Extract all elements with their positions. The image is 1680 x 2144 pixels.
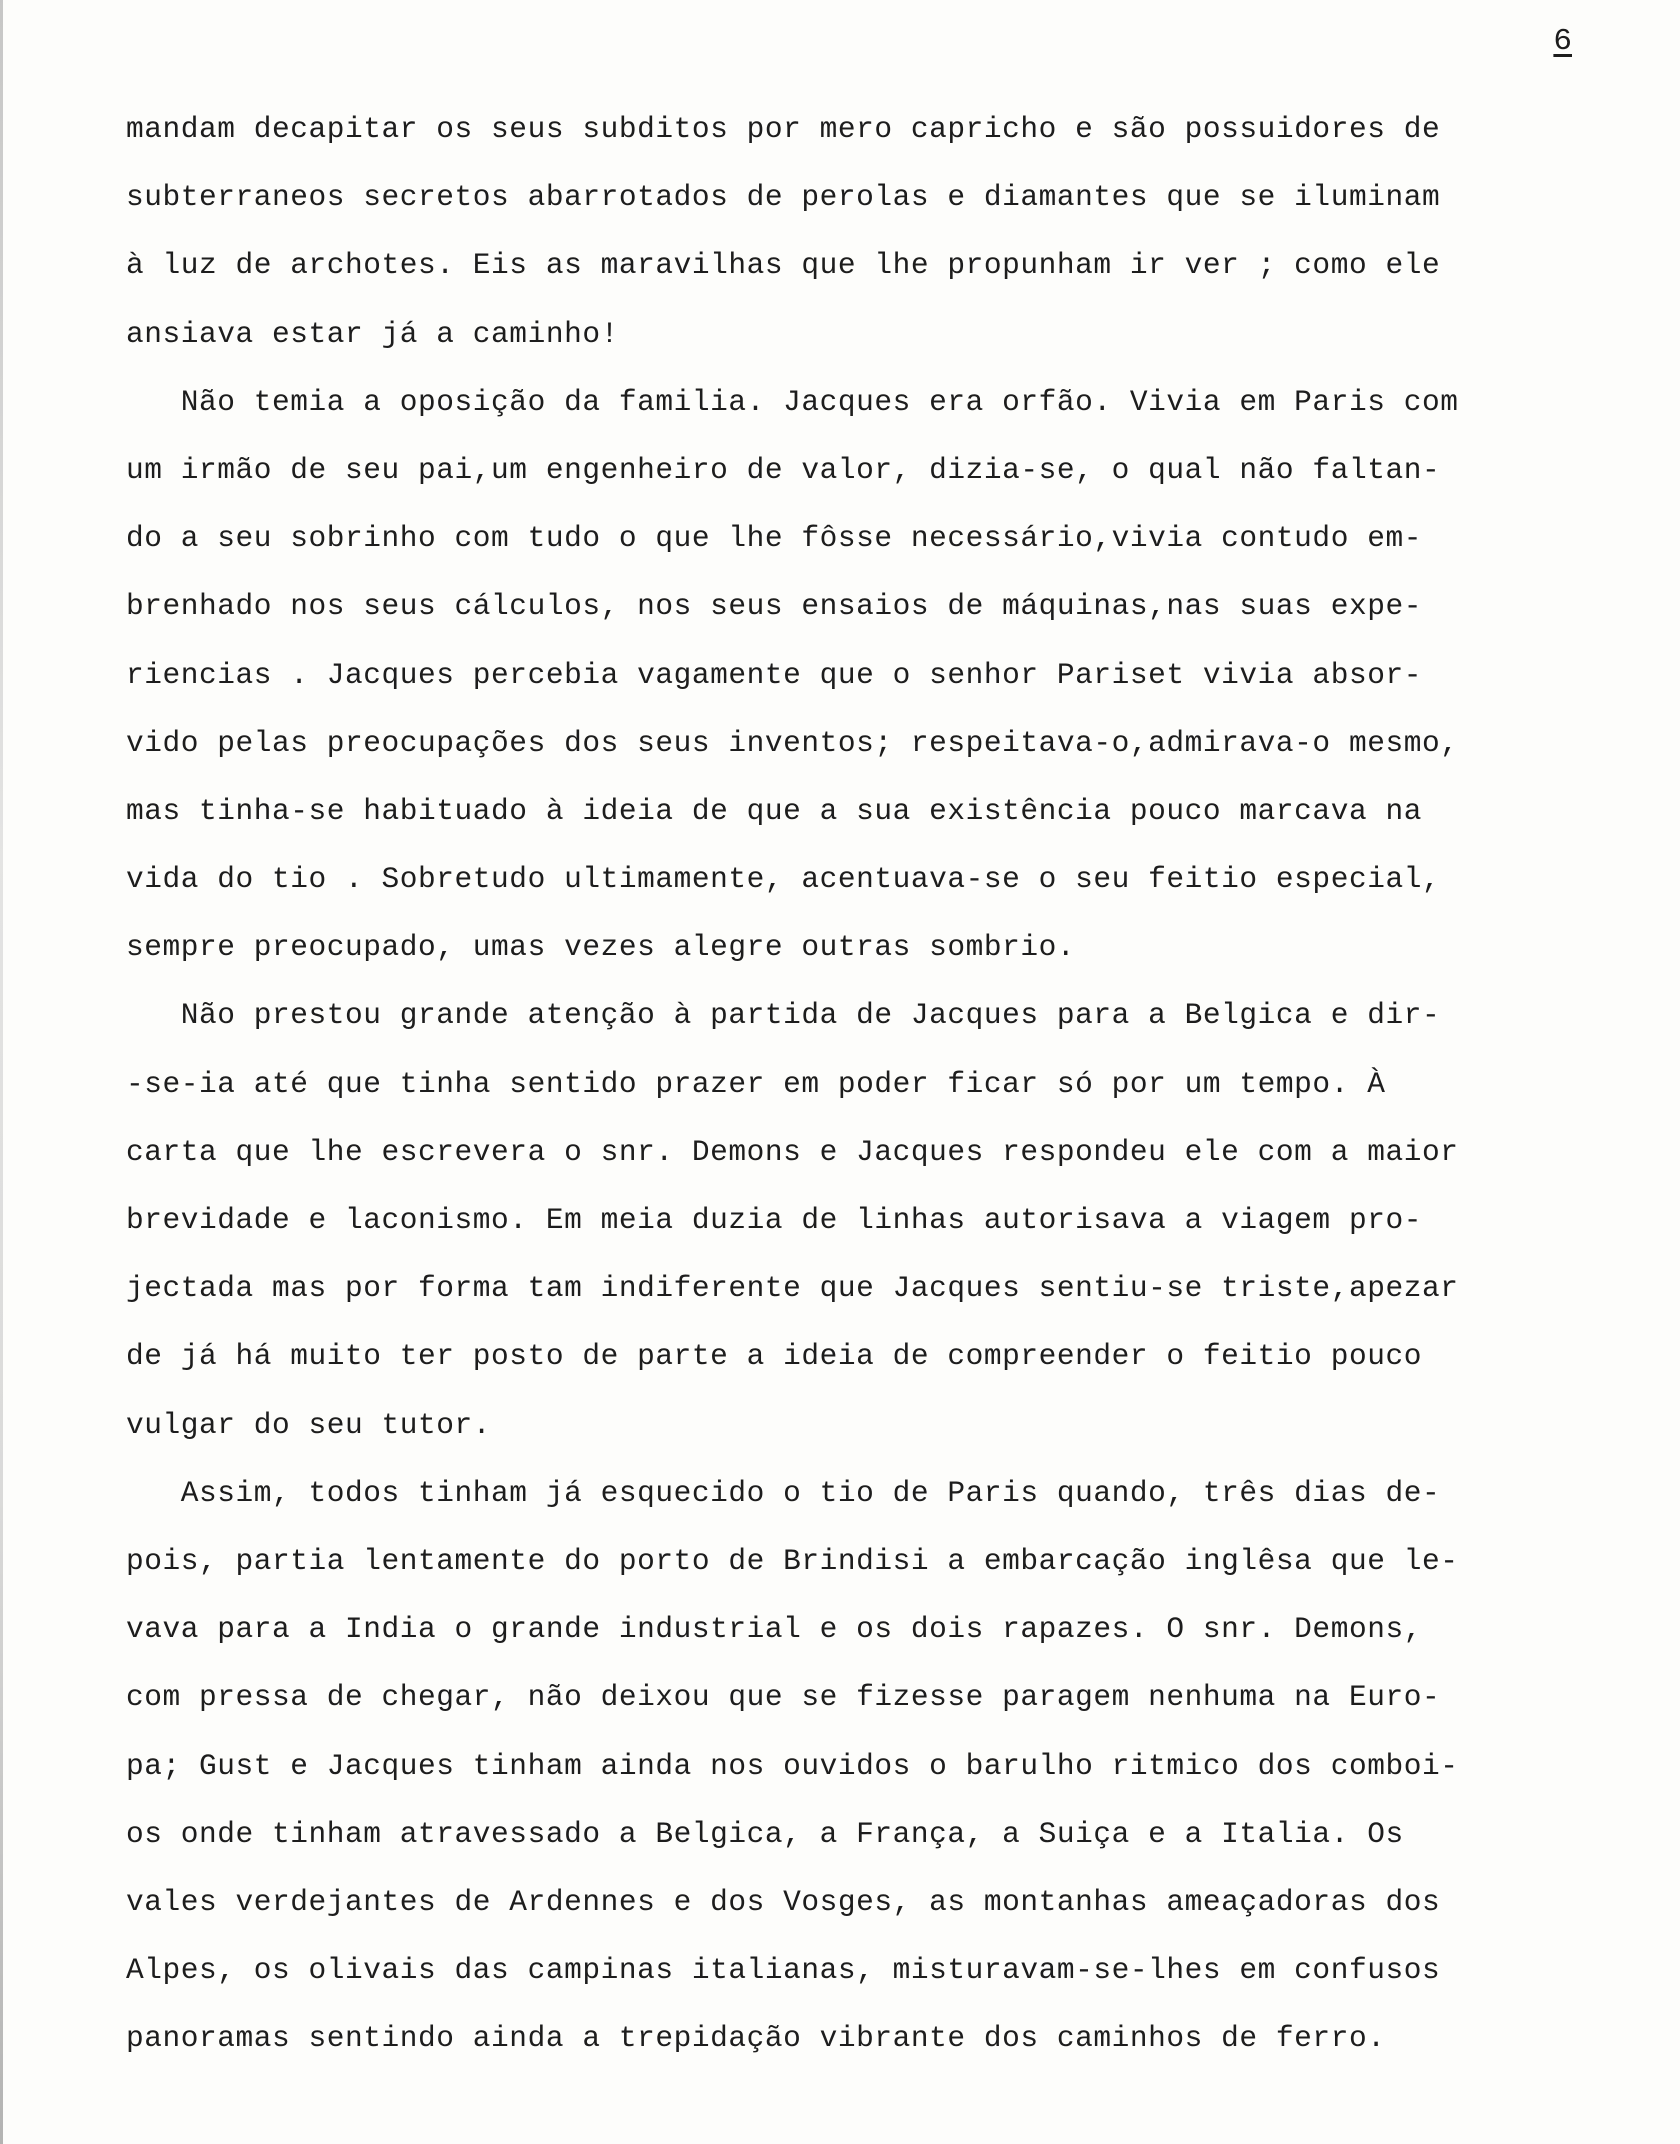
text-line: brenhado nos seus cálculos, nos seus ensaios de máquinas,nas suas expe- — [126, 589, 1422, 624]
body-text — [126, 95, 1616, 2072]
text-line: Não prestou grande atenção à partida de Jacques para a Belgica e dir- — [126, 998, 1441, 1033]
text-line: Alpes, os olivais das campinas italianas, misturavam-se-lhes em confusos — [126, 1953, 1441, 1988]
text-line: carta que lhe escrevera o snr. Demons e Jacques respondeu ele com a maior — [126, 1134, 1459, 1169]
scan-edge — [0, 0, 3, 2144]
text-line: Assim, todos tinham já esquecido o tio de Paris quando, três dias de- — [126, 1475, 1441, 1510]
paragraph-1 — [126, 95, 1616, 368]
text-line: pois, partia lentamente do porto de Brindisi a embarcação inglêsa que le- — [126, 1543, 1459, 1578]
text-line: de já há muito ter posto de parte a ideia de compreender o feitio pouco — [126, 1339, 1422, 1374]
text-line: riencias . Jacques percebia vagamente que o senhor Pariset vivia absor- — [126, 657, 1422, 692]
text-line: vido pelas preocupações dos seus inventos; respeitava-o,admirava-o mesmo, — [126, 725, 1459, 760]
text-line: mas tinha-se habituado à ideia de que a sua existência pouco marcava na — [126, 793, 1422, 828]
text-line: um irmão de seu pai,um engenheiro de valor, dizia-se, o qual não faltan- — [126, 452, 1441, 487]
text-line: subterraneos secretos abarrotados de perolas e diamantes que se iluminam — [126, 180, 1441, 215]
text-line: vulgar do seu tutor. — [126, 1407, 492, 1442]
text-line: à luz de archotes. Eis as maravilhas que lhe propunham ir ver ; como ele — [126, 248, 1441, 283]
text-line: os onde tinham atravessado a Belgica, a França, a Suiça e a Italia. Os — [126, 1816, 1404, 1851]
text-line: ansiava estar já a caminho! — [126, 316, 619, 351]
text-line: mandam decapitar os seus subditos por mero capricho e são possuidores de — [126, 112, 1441, 146]
page-number: 6 — [1553, 24, 1572, 59]
text-line: vida do tio . Sobretudo ultimamente, acentuava-se o seu feitio especial, — [126, 862, 1441, 897]
text-line: -se-ia até que tinha sentido prazer em poder ficar só por um tempo. À — [126, 1066, 1386, 1101]
text-line: vava para a India o grande industrial e os dois rapazes. O snr. Demons, — [126, 1612, 1422, 1647]
paragraph-2 — [126, 368, 1616, 982]
text-line: do a seu sobrinho com tudo o que lhe fôsse necessário,vivia contudo em- — [126, 521, 1422, 556]
paragraph-3 — [126, 981, 1616, 1458]
text-line: Não temia a oposição da familia. Jacques era orfão. Vivia em Paris com — [126, 384, 1459, 419]
text-line: jectada mas por forma tam indiferente que Jacques sentiu-se triste,apezar — [126, 1271, 1459, 1306]
text-line: com pressa de chegar, não deixou que se fizesse paragem nenhuma na Euro- — [126, 1680, 1441, 1715]
text-line: brevidade e laconismo. Em meia duzia de linhas autorisava a viagem pro- — [126, 1203, 1422, 1237]
text-line: panoramas sentindo ainda a trepidação vibrante dos caminhos de ferro. — [126, 2021, 1386, 2056]
text-line: sempre preocupado, umas vezes alegre outras sombrio. — [126, 930, 1076, 965]
text-line: pa; Gust e Jacques tinham ainda nos ouvidos o barulho ritmico dos comboi- — [126, 1748, 1459, 1783]
paragraph-4 — [126, 1459, 1616, 2073]
text-line: vales verdejantes de Ardennes e dos Vosges, as montanhas ameaçadoras dos — [126, 1884, 1441, 1919]
